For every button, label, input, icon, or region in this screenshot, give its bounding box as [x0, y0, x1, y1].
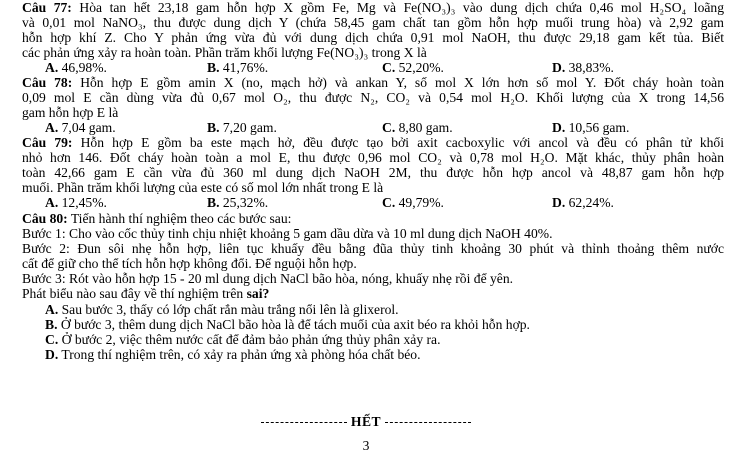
q78-line-2: 0,09 mol E cần dùng vừa đủ 0,67 mol O₂, thu được N₂, CO₂ và 0,54 mol H₂O. Khối lượng của X trong 14,56: [22, 90, 724, 105]
q80-option-b[interactable]: B. Ở bước 3, thêm dung dịch NaCl bão hòa là để tách muối của axit béo ra khỏi hỗn hợp.: [45, 317, 530, 332]
q80-step-1: Bước 1: Cho vào cốc thủy tinh chịu nhiệt khoảng 5 gam dầu dừa và 10 ml dung dịch NaOH 40%.: [22, 226, 553, 241]
q77-option-a[interactable]: A. 46,98%.: [45, 60, 107, 75]
end-rule-left: [261, 422, 347, 423]
q80-step-2: Bước 2: Đun sôi nhẹ hỗn hợp, liên tục khuấy đều bằng đũa thủy tinh khoảng 30 phút và thỉnh thoảng thêm nước: [22, 241, 724, 256]
q79-line-2: nhỏ hơn 146. Đốt cháy hoàn toàn a mol E, thu được 0,96 mol CO₂ và 0,78 mol H₂O. Mặt khác, thủy phân hoàn: [22, 150, 724, 165]
q78-label: Câu 78:: [22, 75, 73, 90]
q78-option-a[interactable]: A. 7,04 gam.: [45, 120, 116, 135]
q78-option-b[interactable]: B. 7,20 gam.: [207, 120, 277, 135]
q79-option-d[interactable]: D. 62,24%.: [552, 195, 614, 210]
q77-option-c[interactable]: C. 52,20%.: [382, 60, 444, 75]
q77-options: [45, 60, 720, 75]
q79-option-b[interactable]: B. 25,32%.: [207, 195, 269, 210]
q79-options: [45, 195, 720, 210]
q79-line-3: toàn 42,66 gam E cần vừa đủ 360 ml dung dịch NaOH 2M, thu được hỗn hợp ancol và 48,87 gam hỗn hợp: [22, 165, 724, 180]
q77-label: Câu 77:: [22, 0, 72, 15]
q80-step-3: Bước 3: Rót vào hỗn hợp 15 - 20 ml dung dịch NaCl bão hòa, nóng, khuấy nhẹ rồi để yên.: [22, 271, 514, 286]
q78-option-c[interactable]: C. 8,80 gam.: [382, 120, 453, 135]
q79-line-1: Câu 79: Hỗn hợp E gồm ba este mạch hở, đều được tạo bởi axit cacboxylic với ancol và đều có phân tử khối: [22, 135, 724, 150]
q79-label: Câu 79:: [22, 135, 73, 150]
q78-line-1: Câu 78: Hỗn hợp E gồm amin X (no, mạch hở) và ankan Y, số mol X lớn hơn số mol Y. Đốt cháy hoàn toàn: [22, 75, 724, 90]
end-rule-right: [385, 422, 471, 423]
q78-option-d[interactable]: D. 10,56 gam.: [552, 120, 630, 135]
q80-option-a[interactable]: A. Sau bước 3, thấy có lớp chất rắn màu trắng nổi lên là glixerol.: [45, 302, 399, 317]
q80-step-2-cont: cất để giữ cho thể tích hỗn hợp không đổi. Để nguội hỗn hợp.: [22, 256, 357, 271]
q80-option-c[interactable]: C. Ở bước 2, việc thêm nước cất để đảm bảo phản ứng thủy phân xảy ra.: [45, 332, 441, 347]
end-label: HẾT: [350, 414, 382, 429]
q80-prompt-emphasis: sai: [246, 286, 263, 301]
q77-line-3: hỗn hợp khí Z. Cho Y phản ứng vừa đủ với dung dịch chứa 0,91 mol NaOH, thu được 29,18 gam kết tủa. Biết: [22, 30, 724, 45]
q77-line-1: Câu 77: Hòa tan hết 23,18 gam hỗn hợp X gồm Fe, Mg và Fe(NO₃)₃ vào dung dịch chứa 0,46 mol H₂SO₄ loãng: [22, 0, 724, 15]
q80-prompt: Phát biểu nào sau đây về thí nghiệm trên sai?: [22, 286, 270, 301]
page-number: 3: [362, 438, 370, 453]
q80-label: Câu 80:: [22, 211, 68, 226]
q79-line-4: muối. Phần trăm khối lượng của este có số mol lớn nhất trong E là: [22, 180, 384, 195]
q80-option-d[interactable]: D. Trong thí nghiệm trên, có xảy ra phản ứng xà phòng hóa chất béo.: [45, 347, 421, 362]
q77-option-d[interactable]: D. 38,83%.: [552, 60, 614, 75]
end-marker: [0, 414, 732, 429]
q80-line-1: Câu 80: Tiến hành thí nghiệm theo các bước sau:: [22, 211, 292, 226]
q77-option-b[interactable]: B. 41,76%.: [207, 60, 269, 75]
q79-option-c[interactable]: C. 49,79%.: [382, 195, 444, 210]
q78-line-3: gam hỗn hợp E là: [22, 105, 119, 120]
q79-option-a[interactable]: A. 12,45%.: [45, 195, 107, 210]
q77-line-4: các phản ứng xảy ra hoàn toàn. Phần trăm khối lượng Fe(NO₃)₃ trong X là: [22, 45, 427, 60]
q77-line-2: và 0,01 mol NaNO₃, thu được dung dịch Y (chứa 58,45 gam chất tan gồm hỗn hợp muối trung hòa) và 2,92 gam: [22, 15, 724, 30]
q78-options: [45, 120, 720, 135]
